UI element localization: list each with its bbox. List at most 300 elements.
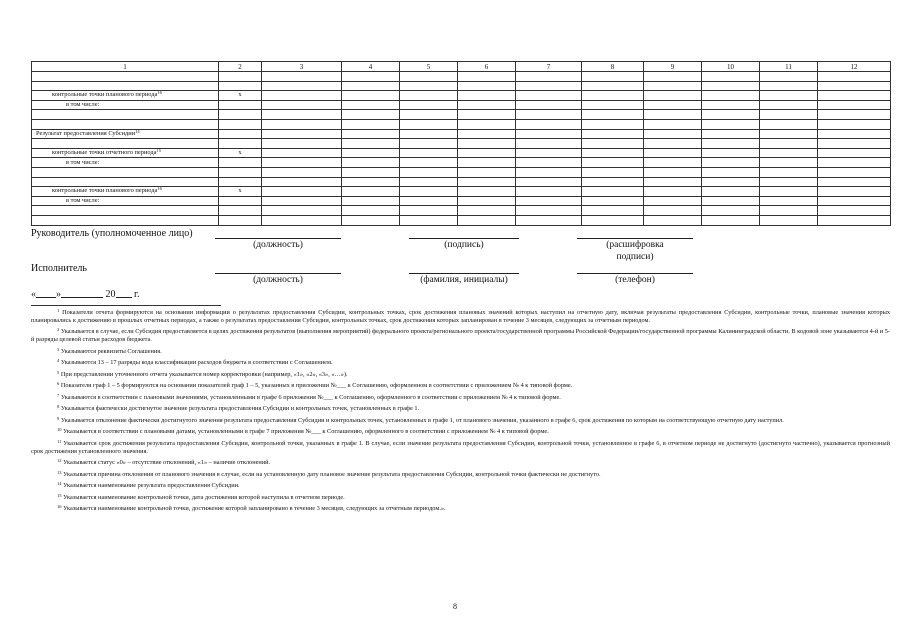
value-cell [458,177,516,187]
value-cell [400,81,458,91]
footnote-number: 2 [57,327,60,333]
value-cell [400,158,458,168]
row-label-cell [32,110,219,120]
value-cell [262,167,342,177]
column-header: 5 [400,62,458,72]
value-cell [760,177,818,187]
value-cell [516,148,582,158]
footnote-number: 13 [57,469,62,475]
footnote-text: Показатели граф 1 – 5 формируются на основании показателей граф 1 – 5, указанных в приложении №___ к Соглашению, оформленном в соответствии с приложением № 4 к типовой форме. [60,382,573,390]
value-cell [262,206,342,216]
value-cell [458,91,516,101]
row-label-cell [32,129,219,139]
value-cell [760,215,818,225]
code-cell [219,177,262,187]
value-cell [400,206,458,216]
value-cell [516,81,582,91]
footnote-text: Указывается отклонение фактически достигнутого значения результата предоставления Субсидии и контрольных точек, установленных в графе 1, от планового значения, указанного в графе 6, срок достижения по которым на соответствующую отчетную дату наступил. [60,416,784,424]
value-cell [760,167,818,177]
footnote [31,382,890,390]
value-cell [458,129,516,139]
footnote [31,371,890,379]
page-number: 8 [453,602,457,611]
value-cell [644,100,702,110]
footnote [31,494,890,502]
table-row [32,110,891,120]
decode-caption [577,239,693,263]
table-row [32,81,891,91]
value-cell [644,206,702,216]
day-blank [36,288,56,298]
code-cell [219,167,262,177]
value-cell [516,158,582,168]
value-cell [760,100,818,110]
value-cell [644,81,702,91]
value-cell [644,187,702,197]
value-cell [516,91,582,101]
row-label: в том числе: [66,197,100,205]
column-header: 11 [760,62,818,72]
value-cell [400,167,458,177]
row-label-cell [32,91,219,101]
footnote-number: 11 [57,438,62,444]
value-cell [400,91,458,101]
table-row [32,100,891,110]
value-cell [702,206,760,216]
value-cell [760,110,818,120]
row-label: в том числе: [66,158,100,166]
value-cell [702,158,760,168]
value-cell [702,196,760,206]
value-cell [644,215,702,225]
footnote-number: 12 [57,458,62,464]
value-cell [702,100,760,110]
value-cell [760,158,818,168]
executor-label: Исполнитель [31,263,87,274]
row-label-cell [32,206,219,216]
value-cell [818,110,891,120]
value-cell [818,139,891,149]
row-label-cell [32,100,219,110]
value-cell [760,91,818,101]
footnotes [31,309,890,517]
position-caption: (должность) [253,240,303,250]
value-cell [818,119,891,129]
value-cell [702,110,760,120]
value-cell [262,129,342,139]
value-cell [644,167,702,177]
value-cell [644,119,702,129]
value-cell [342,187,400,197]
value-cell [516,187,582,197]
year-blank [116,288,132,298]
value-cell [582,110,644,120]
footnote [31,471,890,479]
value-cell [516,215,582,225]
value-cell [818,167,891,177]
row-label: контрольные точки отчетного периода [52,149,157,157]
column-header: 8 [582,62,644,72]
footnote-number: 15 [57,492,62,498]
column-header: 12 [818,62,891,72]
value-cell [400,110,458,120]
footnote [31,482,890,490]
value-cell [262,196,342,206]
value-cell [818,206,891,216]
date-quote-close: » [56,289,61,300]
row-label-cell [32,177,219,187]
value-cell [458,100,516,110]
value-cell [458,139,516,149]
value-cell [702,187,760,197]
code-cell [219,158,262,168]
value-cell [818,91,891,101]
value-cell [644,139,702,149]
value-cell [702,119,760,129]
footnote-text: Указывается наименование контрольной точки, достижение которой запланировано в течение 3 месяцев, следующих за отчетным периодом.». [63,505,446,513]
footnote-text: При представлении уточненного отчета указывается номер корректировки (например, «1», «2», «3», «…»). [60,370,348,378]
value-cell [262,72,342,82]
value-cell [702,91,760,101]
value-cell [516,100,582,110]
column-header: 1 [32,62,219,72]
footnote-number: 10 [57,427,62,433]
footnote-text: Указывается срок достижения результата предоставления Субсидии, контрольной точки, указанных в графе 1. В случае, если значение результата предоставления Субсидии, контрольной точки, установленное в графе 6, в отчетном периоде не достигнуто (достигнуто частично), указывается прогнозный срок достижения установленного значения. [31,439,890,455]
value-cell [644,110,702,120]
value-cell [342,196,400,206]
value-cell [342,91,400,101]
footnote-text: Указываются реквизиты Соглашения. [60,347,162,355]
footnote-number: 14 [57,481,62,487]
table-row [32,148,891,158]
value-cell [458,81,516,91]
value-cell [582,177,644,187]
value-cell [760,206,818,216]
row-label: контрольные точки планового периода [52,187,158,195]
value-cell [760,187,818,197]
table-row [32,206,891,216]
row-label-cell [32,196,219,206]
value-cell [702,177,760,187]
row-label: Результат предоставления Субсидии [36,129,136,137]
value-cell [516,110,582,120]
value-cell [818,158,891,168]
value-cell [582,167,644,177]
value-cell [516,196,582,206]
value-cell [342,177,400,187]
value-cell [760,148,818,158]
value-cell [458,187,516,197]
value-cell [516,167,582,177]
column-header: 3 [262,62,342,72]
decode-caption-line-1: (расшифровка [606,240,664,250]
value-cell [458,148,516,158]
table-row [32,91,891,101]
footnote-number: 4 [57,358,60,364]
value-cell [458,196,516,206]
footnote [31,505,890,513]
table-row [32,215,891,225]
year-prefix: 20 [105,289,116,300]
footnote-separator [31,305,221,306]
column-header: 4 [342,62,400,72]
value-cell [702,129,760,139]
footnote [31,405,890,413]
value-cell [582,215,644,225]
value-cell [400,72,458,82]
footnote-text: Указывается в соответствии с плановыми датами, установленными в графе 7 приложения №___ к Соглашению, оформленного в соответствии с приложением № 4 к типовой форме. [63,428,549,436]
month-blank [61,288,103,298]
footnote-number: 5 [57,369,60,375]
value-cell [760,72,818,82]
footnote-text: Указывается в случае, если Субсидия предоставляется в целях достижения результатов (выполнения мероприятий) федерального проекта/регионального проекта/государственной программы Российской Федерации/государственной программы Калининградской области. В кодовой зоне указываются 4-й и 5-й разряды целевой статьи расходов бюджета. [31,328,891,344]
footnote [31,348,890,356]
footnote-text: Указывается наименование результата предоставления Субсидии. [63,482,240,490]
value-cell [400,187,458,197]
value-cell [516,177,582,187]
value-cell [582,119,644,129]
value-cell [342,129,400,139]
value-cell [582,100,644,110]
footnote-number: 8 [57,404,60,410]
code-cell: x [219,187,262,197]
value-cell [818,72,891,82]
value-cell [262,158,342,168]
value-cell [818,177,891,187]
code-cell: x [219,148,262,158]
table-row [32,129,891,139]
value-cell [582,129,644,139]
footnote [31,459,890,467]
signature-caption: (подпись) [444,240,484,250]
value-cell [818,100,891,110]
value-cell [582,196,644,206]
value-cell [702,72,760,82]
value-cell [262,148,342,158]
value-cell [342,110,400,120]
table-row [32,119,891,129]
value-cell [760,139,818,149]
code-cell [219,119,262,129]
table-row [32,187,891,197]
value-cell [458,72,516,82]
year-suffix: г. [134,289,140,300]
date-quote-open: « [31,289,36,300]
value-cell [458,215,516,225]
value-cell [342,72,400,82]
code-cell [219,110,262,120]
value-cell [516,119,582,129]
value-cell [400,148,458,158]
value-cell [516,72,582,82]
code-cell [219,215,262,225]
row-label: в том числе: [66,101,100,109]
row-label-cell [32,119,219,129]
table-row [32,196,891,206]
footnote-ref: 16 [157,90,162,96]
footnote-number: 7 [57,392,60,398]
table-row [32,72,891,82]
code-cell [219,129,262,139]
value-cell [262,139,342,149]
footnote-ref: 15 [156,148,161,154]
footnote-number: 16 [57,504,62,510]
footnote-text: Указывается статус «0» – отсутствие отклонений, «1» – наличие отклонений. [63,459,271,467]
value-cell [516,206,582,216]
report-table [31,61,891,226]
value-cell [342,206,400,216]
value-cell [702,167,760,177]
value-cell [342,81,400,91]
footnote [31,394,890,402]
date-field [31,288,139,300]
value-cell [342,148,400,158]
code-cell [219,72,262,82]
footnote-ref: 16 [157,186,162,192]
footnote-number: 1 [57,308,60,313]
value-cell [342,158,400,168]
value-cell [262,91,342,101]
value-cell [400,215,458,225]
value-cell [342,167,400,177]
value-cell [400,119,458,129]
value-cell [582,91,644,101]
code-cell [219,139,262,149]
value-cell [342,139,400,149]
value-cell [702,139,760,149]
table-row [32,177,891,187]
code-cell [219,196,262,206]
footnote-text: Показатели отчета формируются на основании информации о результатах предоставления Субсидии, контрольных точках, срок достижения плановых значений которых наступил на отчетную дату, включая результаты предоставления Субсидии, контрольные точки, плановые значения которых планировались к достижению в прошлых отчетных периодах, а также о результатах предоставления Субсидии, контрольных точках, срок достижения которых запланирован в течение 3 месяцев, следующих за отчетным периодом. [31,309,890,324]
footnote-text: Указывается причина отклонения от планового значения в случае, если на установленную дату плановое значение результата предоставления Субсидии, контрольной точки фактически не достигнуто. [63,470,601,478]
value-cell [400,100,458,110]
value-cell [262,81,342,91]
head-label: Руководитель (уполномоченное лицо) [31,228,193,239]
value-cell [400,177,458,187]
table-row [32,167,891,177]
value-cell [458,158,516,168]
footnote [31,440,890,456]
value-cell [818,148,891,158]
value-cell [400,129,458,139]
footnote [31,428,890,436]
value-cell [582,148,644,158]
value-cell [702,148,760,158]
value-cell [582,72,644,82]
footnote-ref: 14 [135,129,140,134]
value-cell [818,129,891,139]
value-cell [818,215,891,225]
row-label: контрольные точки планового периода [52,91,158,99]
value-cell [400,196,458,206]
executor-position-caption: (должность) [253,275,303,285]
column-header: 6 [458,62,516,72]
value-cell [644,129,702,139]
value-cell [818,196,891,206]
value-cell [516,129,582,139]
value-cell [818,81,891,91]
footnote-number: 6 [57,381,60,387]
footnote-text: Указываются 13 – 17 разряды кода классификации расходов бюджета в соответствии с Соглашением. [60,359,333,367]
footnote [31,417,890,425]
value-cell [458,110,516,120]
footnote [31,359,890,367]
value-cell [458,119,516,129]
value-cell [644,148,702,158]
value-cell [644,196,702,206]
column-header: 7 [516,62,582,72]
footnote-text: Указывается наименование контрольной точки, дата достижения которой наступила в отчетном периоде. [63,493,345,501]
value-cell [760,129,818,139]
value-cell [262,119,342,129]
column-header: 10 [702,62,760,72]
row-label-cell [32,158,219,168]
row-label-cell [32,187,219,197]
value-cell [458,167,516,177]
value-cell [644,177,702,187]
row-label-cell [32,148,219,158]
footnote-number: 9 [57,415,60,421]
value-cell [702,215,760,225]
value-cell [342,100,400,110]
decode-caption-line-2: подписи) [616,252,654,262]
value-cell [262,215,342,225]
column-header: 9 [644,62,702,72]
value-cell [582,206,644,216]
row-label-cell [32,139,219,149]
value-cell [582,81,644,91]
footnote-number: 3 [57,346,60,352]
value-cell [644,158,702,168]
value-cell [458,206,516,216]
value-cell [400,139,458,149]
table-header-row [32,62,891,72]
value-cell [644,91,702,101]
column-header: 2 [219,62,262,72]
code-cell [219,100,262,110]
table-row [32,158,891,168]
row-label-cell [32,167,219,177]
row-label-cell [32,215,219,225]
value-cell [582,187,644,197]
value-cell [818,187,891,197]
phone-caption: (телефон) [615,275,655,285]
value-cell [262,100,342,110]
row-label-cell [32,72,219,82]
value-cell [760,81,818,91]
value-cell [262,177,342,187]
table-row [32,139,891,149]
code-cell [219,206,262,216]
table-body [32,62,891,226]
code-cell [219,81,262,91]
value-cell [342,215,400,225]
footnote [31,309,890,325]
value-cell [702,81,760,91]
footnote [31,328,890,344]
value-cell [262,110,342,120]
value-cell [644,72,702,82]
value-cell [760,119,818,129]
fio-caption: (фамилия, инициалы) [420,275,508,285]
value-cell [262,187,342,197]
value-cell [582,158,644,168]
row-label-cell [32,81,219,91]
value-cell [342,119,400,129]
value-cell [516,139,582,149]
footnote-text: Указывается фактически достигнутое значение результата предоставления Субсидии и контрольных точек, установленных в графе 1. [60,405,420,413]
value-cell [582,139,644,149]
